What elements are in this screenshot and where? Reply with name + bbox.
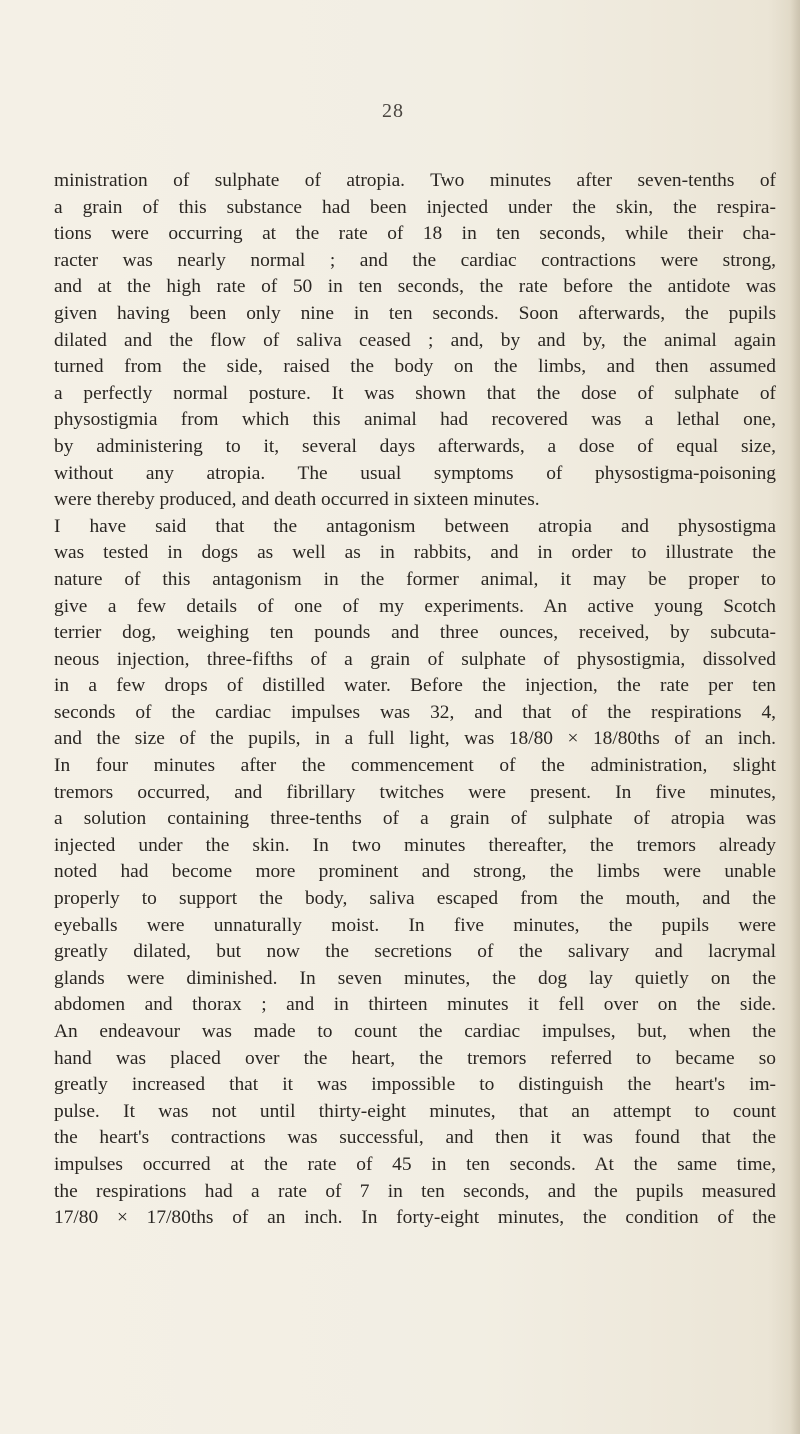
text-line: seconds of the cardiac impulses was 32, and that of the respirations 4, [54, 701, 776, 723]
text-line: injected under the skin. In two minutes thereafter, the tremors already [54, 834, 776, 856]
text-line: a solution containing three-tenths of a grain of sulphate of atropia was [54, 808, 776, 830]
text-line: properly to support the body, saliva escaped from the mouth, and the [54, 888, 776, 910]
text-line: and at the high rate of 50 in ten seconds, the rate before the antidote was [54, 276, 776, 298]
text-line: I have said that the antagonism between atropia and physostigma [54, 515, 776, 537]
text-line: ministration of sulphate of atropia. Two minutes after seven-tenths of [54, 170, 776, 191]
text-line: hand was placed over the heart, the tremors referred to became so [54, 1047, 776, 1069]
text-line: neous injection, three-fifths of a grain of sulphate of physostigmia, dissolved [54, 648, 776, 670]
text-line: and the size of the pupils, in a full light, was 18/80 × 18/80ths of an inch. [54, 728, 776, 750]
text-line: tremors occurred, and fibrillary twitches were present. In five minutes, [54, 781, 776, 803]
text-line: noted had become more prominent and strong, the limbs were unable [54, 861, 776, 883]
text-line: were thereby produced, and death occurred in sixteen minutes. [54, 489, 540, 511]
text-line: a grain of this substance had been injected under the skin, the respira- [54, 196, 776, 218]
text-line: greatly dilated, but now the secretions of the salivary and lacrymal [54, 941, 776, 963]
text-line: turned from the side, raised the body on the limbs, and then assumed [54, 356, 776, 378]
text-line: nature of this antagonism in the former animal, it may be proper to [54, 568, 776, 590]
text-line: 17/80 × 17/80ths of an inch. In forty-eight minutes, the condition of the [54, 1207, 776, 1229]
text-line: eyeballs were unnaturally moist. In five minutes, the pupils were [54, 914, 776, 936]
text-line: In four minutes after the commencement of the administration, slight [54, 755, 776, 777]
text-line: pulse. It was not until thirty-eight minutes, that an attempt to count [54, 1100, 776, 1122]
text-line: in a few drops of distilled water. Before the injection, the rate per ten [54, 675, 776, 697]
text-line: impulses occurred at the rate of 45 in ten seconds. At the same time, [54, 1153, 776, 1175]
page-edge-shadow [790, 0, 800, 1434]
text-line: the heart's contractions was successful, and then it was found that the [54, 1127, 776, 1149]
text-line: terrier dog, weighing ten pounds and three ounces, received, by subcuta- [54, 622, 776, 644]
text-line: glands were diminished. In seven minutes, the dog lay quietly on the [54, 967, 776, 989]
text-line: without any atropia. The usual symptoms of physostigma-poisoning [54, 462, 776, 484]
text-line: racter was nearly normal ; and the cardiac contractions were strong, [54, 249, 776, 271]
text-line: abdomen and thorax ; and in thirteen minutes it fell over on the side. [54, 994, 776, 1016]
text-line: was tested in dogs as well as in rabbits, and in order to illustrate the [54, 542, 776, 564]
text-line: greatly increased that it was impossible to distinguish the heart's im- [54, 1074, 776, 1096]
body-text [54, 168, 776, 1232]
page-number: 28 [382, 100, 404, 122]
text-line: tions were occurring at the rate of 18 in ten seconds, while their cha- [54, 223, 776, 245]
text-line: physostigmia from which this animal had recovered was a lethal one, [54, 409, 776, 431]
text-line: dilated and the flow of saliva ceased ; and, by and by, the animal again [54, 329, 776, 351]
text-line: An endeavour was made to count the cardiac impulses, but, when the [54, 1021, 776, 1042]
text-line: the respirations had a rate of 7 in ten seconds, and the pupils measured [54, 1180, 776, 1202]
text-line: by administering to it, several days afterwards, a dose of equal size, [54, 435, 776, 457]
text-line: a perfectly normal posture. It was shown that the dose of sulphate of [54, 382, 776, 404]
text-line: give a few details of one of my experiments. An active young Scotch [54, 595, 776, 617]
text-line: given having been only nine in ten seconds. Soon afterwards, the pupils [54, 302, 776, 324]
